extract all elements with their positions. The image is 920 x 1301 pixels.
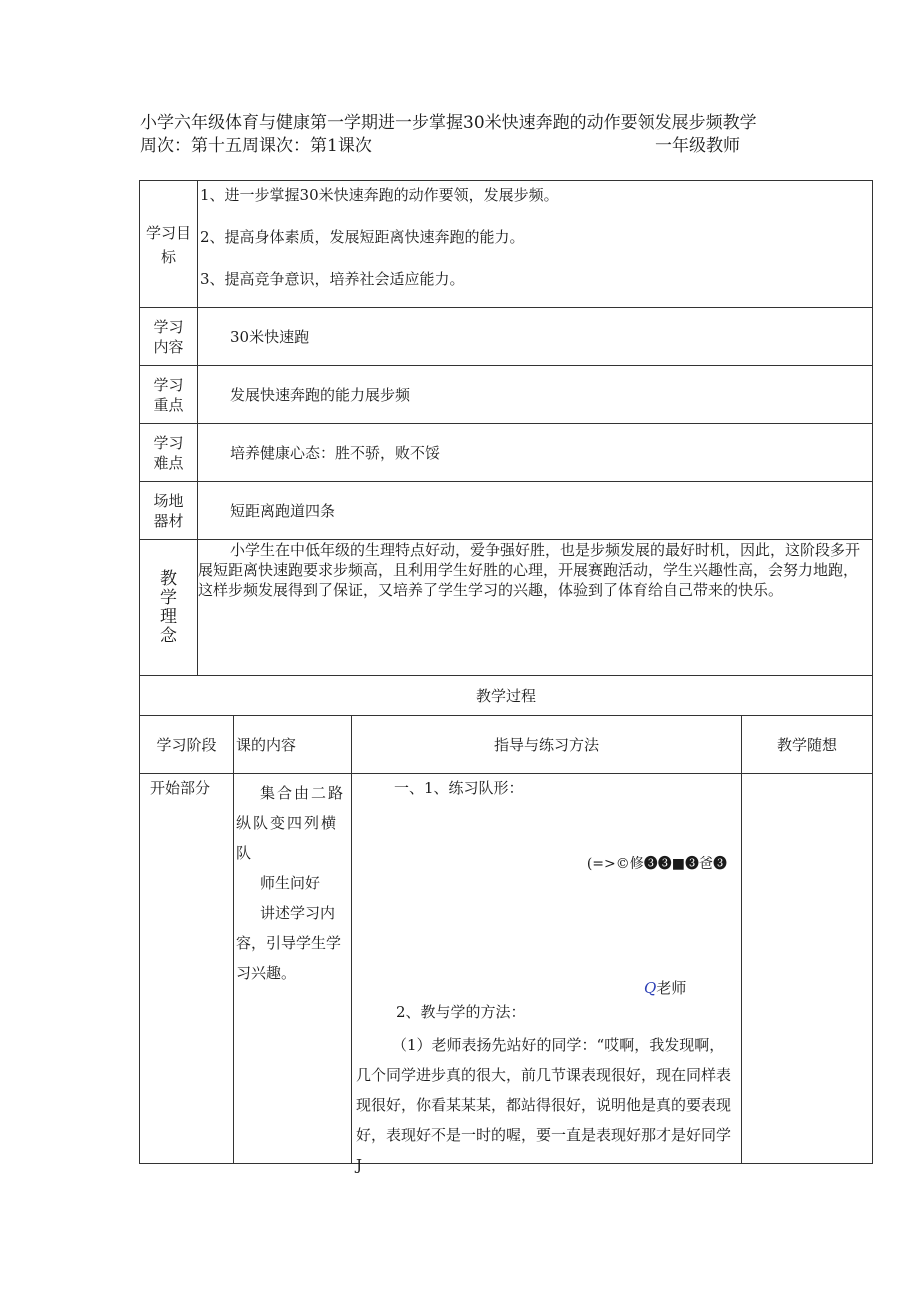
method-cell [352, 774, 742, 1174]
content-cell [234, 774, 352, 1164]
goals-label: 学习目 标 [140, 181, 198, 308]
content-line: 师生问好 [260, 874, 321, 892]
goals-list [198, 181, 873, 308]
goal-item: 3、提高竞争意识，培养社会适应能力。 [200, 270, 465, 288]
week-line: 周次：第十五周课次：第1课次 [140, 136, 372, 156]
process-title-row [140, 676, 873, 716]
row-label: 学习 重点 [140, 366, 198, 424]
equipment-row [140, 482, 873, 540]
difficulty-row [140, 424, 873, 482]
method-line: 一、1、练习队形： [394, 779, 524, 797]
col-content: 课的内容 [234, 716, 352, 774]
goal-item: 2、提高身体素质，发展短距离快速奔跑的能力。 [200, 228, 525, 246]
process-header-row [140, 716, 873, 774]
process-body-row [140, 774, 873, 1164]
concept-text: 小学生在中低年级的生理特点好动，爱争强好胜，也是步频发展的最好时机，因此，这阶段多开展短距离快速跑要求步频高，且利用学生好胜的心理，开展赛跑活动，学生兴趣性高，会努力地跑，这样步频发展得到了保证，又培养了学生学习的兴趣，体验到了体育给自己带来的快乐。 [198, 540, 873, 676]
stage-cell: 开始部分 [140, 774, 234, 1164]
content-line: 讲述学习内容，引导学生学习兴趣。 [236, 904, 342, 982]
concept-row [140, 540, 873, 676]
row-label: 学习 内容 [140, 308, 198, 366]
row-value: 培养健康心态：胜不骄，败不馁 [198, 424, 873, 482]
formation-diagram: (=>©修❸❸■❸爸❸ [586, 856, 727, 872]
row-value: 短距离跑道四条 [198, 482, 873, 540]
lesson-plan-table [139, 180, 873, 1174]
focus-row [140, 366, 873, 424]
row-value: 30米快速跑 [198, 308, 873, 366]
teacher-marker: Q老师 [644, 979, 687, 997]
grade-teacher: 一年级教师 [655, 136, 740, 156]
teacher-icon: Q [644, 979, 657, 997]
row-label: 学习 难点 [140, 424, 198, 482]
content-line: 集合由二路纵队变四列横队 [236, 784, 346, 862]
method-line: 2、教与学的方法： [396, 1003, 526, 1021]
page-title: 小学六年级体育与健康第一学期进一步掌握30米快速奔跑的动作要领发展步频教学 [140, 113, 757, 133]
process-title: 教学过程 [140, 676, 873, 716]
col-reflection: 教学随想 [742, 716, 873, 774]
col-method: 指导与练习方法 [352, 716, 742, 774]
reflection-cell [742, 774, 873, 1164]
col-stage: 学习阶段 [140, 716, 234, 774]
row-label: 场地 器材 [140, 482, 198, 540]
content-row [140, 308, 873, 366]
goals-row [140, 181, 873, 308]
row-value: 发展快速奔跑的能力展步频 [198, 366, 873, 424]
goal-item: 1、进一步掌握30米快速奔跑的动作要领，发展步频。 [200, 186, 559, 204]
concept-label: 教 学 理 念 [140, 540, 198, 676]
method-paragraph: （1）老师表扬先站好的同学：“哎啊，我发现啊，几个同学进步真的很大，前几节课表现很好，现在同样表现很好，你看某某某，都站得很好，说明他是真的要表现好，表现好不是一时的喔，要一直是表现好那才是好同学J [356, 1036, 732, 1174]
